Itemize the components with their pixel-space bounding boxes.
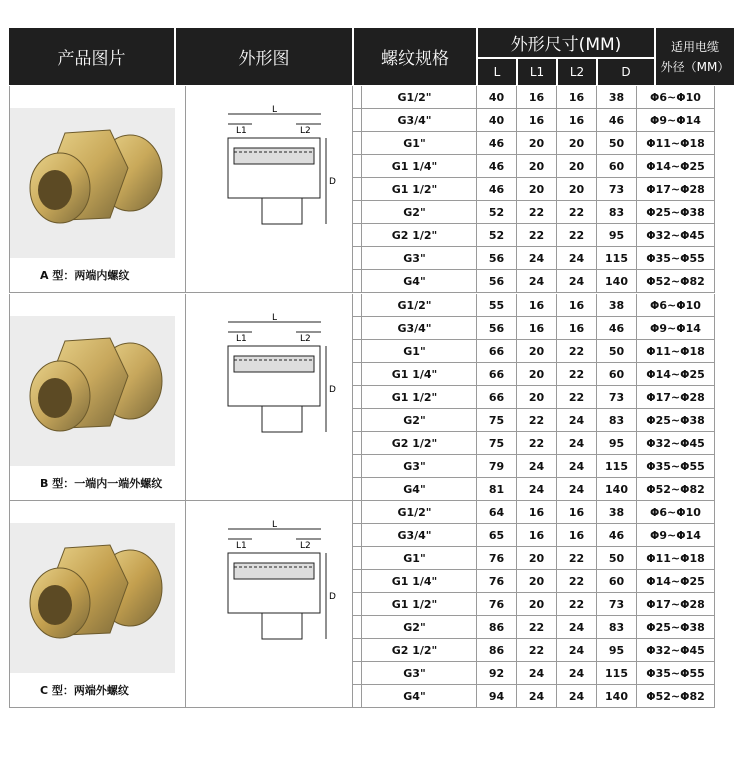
cable-od-cell: Φ52~Φ82 <box>637 270 715 293</box>
group-block-b <box>9 294 352 501</box>
cable-od-cell: Φ52~Φ82 <box>637 685 715 708</box>
dim-l-cell: 86 <box>477 616 517 639</box>
cable-od-cell: Φ32~Φ45 <box>637 432 715 455</box>
table-row <box>352 501 715 524</box>
dim-l-cell: 64 <box>477 501 517 524</box>
cable-od-cell: Φ35~Φ55 <box>637 455 715 478</box>
fitting-cross-section-icon <box>186 86 361 293</box>
dim-d-cell: 60 <box>597 363 637 386</box>
dim-l1-cell: 16 <box>517 524 557 547</box>
dim-l-cell: 66 <box>477 386 517 409</box>
dim-l2-cell: 24 <box>557 616 597 639</box>
cable-od-cell: Φ14~Φ25 <box>637 363 715 386</box>
table-row <box>352 317 715 340</box>
dim-l2-cell: 22 <box>557 201 597 224</box>
dim-l1-cell: 24 <box>517 662 557 685</box>
table-row <box>352 386 715 409</box>
table-row <box>352 109 715 132</box>
thread-spec-cell: G1/2" <box>352 501 477 524</box>
dim-l1-cell: 22 <box>517 616 557 639</box>
table-row <box>352 570 715 593</box>
dim-l2-label: L2 <box>300 126 311 136</box>
table-row <box>352 478 715 501</box>
dim-d-cell: 46 <box>597 524 637 547</box>
dim-l-cell: 46 <box>477 132 517 155</box>
table-row <box>352 685 715 708</box>
dim-d-cell: 73 <box>597 593 637 616</box>
dim-l-cell: 65 <box>477 524 517 547</box>
dim-l1-cell: 22 <box>517 201 557 224</box>
cable-od-cell: Φ52~Φ82 <box>637 478 715 501</box>
group-block-c <box>9 501 352 708</box>
thread-spec-cell: G3" <box>352 455 477 478</box>
dim-l1-cell: 16 <box>517 294 557 317</box>
dim-d-cell: 50 <box>597 547 637 570</box>
thread-spec-cell: G2 1/2" <box>352 639 477 662</box>
table-row <box>352 294 715 317</box>
dim-l1-cell: 22 <box>517 409 557 432</box>
group-block-a <box>9 86 352 293</box>
dim-l1-cell: 16 <box>517 317 557 340</box>
dim-l1-cell: 20 <box>517 340 557 363</box>
thread-spec-cell: G2 1/2" <box>352 432 477 455</box>
thread-spec-cell: G1" <box>352 547 477 570</box>
dim-l-cell: 86 <box>477 639 517 662</box>
dim-l2-cell: 24 <box>557 478 597 501</box>
dim-d-cell: 73 <box>597 386 637 409</box>
dim-l1-cell: 20 <box>517 178 557 201</box>
dim-d-cell: 46 <box>597 317 637 340</box>
dim-l2-cell: 24 <box>557 662 597 685</box>
dim-l2-cell: 24 <box>557 685 597 708</box>
dim-d-cell: 115 <box>597 247 637 270</box>
fitting-cross-section-icon <box>186 294 361 501</box>
header-product-image: 产品图片 <box>9 28 174 85</box>
dim-d-cell: 50 <box>597 340 637 363</box>
header-dim-l2: L2 <box>558 59 596 85</box>
thread-spec-cell: G1 1/2" <box>352 178 477 201</box>
dim-l2-cell: 24 <box>557 409 597 432</box>
dim-l2-cell: 16 <box>557 86 597 109</box>
dim-l2-cell: 22 <box>557 363 597 386</box>
dim-d-cell: 95 <box>597 639 637 662</box>
table-row <box>352 224 715 247</box>
table-row <box>352 201 715 224</box>
dim-l-cell: 46 <box>477 178 517 201</box>
cable-od-cell: Φ6~Φ10 <box>637 501 715 524</box>
type-label: C 型：两端外螺纹 <box>40 684 129 697</box>
dim-l1-cell: 20 <box>517 593 557 616</box>
header-thread-spec: 螺纹规格 <box>354 28 476 85</box>
brass-fitting-icon <box>10 523 175 673</box>
dim-l1-label: L1 <box>236 541 247 551</box>
dim-l2-cell: 24 <box>557 432 597 455</box>
dim-d-cell: 38 <box>597 294 637 317</box>
dim-l1-cell: 16 <box>517 109 557 132</box>
dim-d-cell: 83 <box>597 201 637 224</box>
header-dim-l1: L1 <box>518 59 556 85</box>
table-row <box>352 432 715 455</box>
dim-d-cell: 95 <box>597 432 637 455</box>
dim-l-cell: 76 <box>477 593 517 616</box>
thread-spec-cell: G1 1/2" <box>352 593 477 616</box>
cable-od-cell: Φ25~Φ38 <box>637 201 715 224</box>
dim-l1-cell: 22 <box>517 432 557 455</box>
dim-l2-label: L2 <box>300 334 311 344</box>
type-label: A 型：两端内螺纹 <box>40 269 130 282</box>
dim-l2-cell: 20 <box>557 155 597 178</box>
outline-drawing <box>185 501 362 708</box>
dim-l1-label: L1 <box>236 126 247 136</box>
thread-spec-cell: G1 1/4" <box>352 570 477 593</box>
dim-l1-cell: 24 <box>517 455 557 478</box>
dim-l-label: L <box>272 105 278 115</box>
product-photo <box>10 316 175 466</box>
cable-od-cell: Φ32~Φ45 <box>637 224 715 247</box>
thread-spec-cell: G3/4" <box>352 317 477 340</box>
cable-od-cell: Φ11~Φ18 <box>637 132 715 155</box>
thread-spec-cell: G2" <box>352 201 477 224</box>
brass-fitting-icon <box>10 316 175 466</box>
dim-l2-cell: 22 <box>557 386 597 409</box>
thread-spec-cell: G2" <box>352 409 477 432</box>
table-row <box>352 524 715 547</box>
thread-spec-cell: G3/4" <box>352 109 477 132</box>
table-row <box>352 547 715 570</box>
dim-d-cell: 46 <box>597 109 637 132</box>
fitting-cross-section-icon <box>186 501 361 708</box>
dim-d-cell: 73 <box>597 178 637 201</box>
header-dim-d: D <box>598 59 654 85</box>
cable-od-cell: Φ11~Φ18 <box>637 547 715 570</box>
dim-d-label: D <box>329 385 336 395</box>
table-row <box>352 593 715 616</box>
dim-l-cell: 76 <box>477 547 517 570</box>
table-row <box>352 662 715 685</box>
dim-l-cell: 56 <box>477 247 517 270</box>
dim-l-cell: 75 <box>477 432 517 455</box>
header-cable-od <box>656 28 734 85</box>
dim-l2-cell: 16 <box>557 109 597 132</box>
cable-od-cell: Φ9~Φ14 <box>637 317 715 340</box>
dim-d-cell: 115 <box>597 662 637 685</box>
dim-l2-cell: 20 <box>557 178 597 201</box>
thread-spec-cell: G1/2" <box>352 86 477 109</box>
dim-l2-label: L2 <box>300 541 311 551</box>
dim-l1-cell: 24 <box>517 478 557 501</box>
thread-spec-cell: G3/4" <box>352 524 477 547</box>
cable-od-cell: Φ6~Φ10 <box>637 294 715 317</box>
outline-drawing <box>185 86 362 293</box>
dim-l-label: L <box>272 313 278 323</box>
dim-l2-cell: 24 <box>557 247 597 270</box>
thread-spec-cell: G4" <box>352 478 477 501</box>
dim-l1-cell: 24 <box>517 247 557 270</box>
cable-od-cell: Φ17~Φ28 <box>637 593 715 616</box>
dim-l2-cell: 22 <box>557 224 597 247</box>
dim-l1-cell: 22 <box>517 224 557 247</box>
cable-od-cell: Φ35~Φ55 <box>637 662 715 685</box>
dim-l-cell: 55 <box>477 294 517 317</box>
cable-od-cell: Φ25~Φ38 <box>637 616 715 639</box>
dim-l1-cell: 24 <box>517 685 557 708</box>
thread-spec-cell: G1/2" <box>352 294 477 317</box>
thread-spec-cell: G3" <box>352 247 477 270</box>
dim-l2-cell: 22 <box>557 570 597 593</box>
dim-l2-cell: 24 <box>557 639 597 662</box>
dim-l-cell: 81 <box>477 478 517 501</box>
thread-spec-cell: G1" <box>352 340 477 363</box>
dim-d-cell: 140 <box>597 270 637 293</box>
dim-l-cell: 46 <box>477 155 517 178</box>
cable-od-cell: Φ17~Φ28 <box>637 178 715 201</box>
dim-l-cell: 56 <box>477 317 517 340</box>
dim-l-cell: 66 <box>477 363 517 386</box>
dim-l-label: L <box>272 520 278 530</box>
dim-l1-cell: 20 <box>517 386 557 409</box>
dim-l1-cell: 16 <box>517 86 557 109</box>
dim-l-cell: 75 <box>477 409 517 432</box>
dim-d-cell: 83 <box>597 616 637 639</box>
dim-l-cell: 52 <box>477 224 517 247</box>
dim-l1-cell: 20 <box>517 132 557 155</box>
thread-spec-cell: G1" <box>352 132 477 155</box>
thread-spec-cell: G3" <box>352 662 477 685</box>
header-cable-od-line1: 适用电缆 <box>670 39 719 54</box>
cable-od-cell: Φ6~Φ10 <box>637 86 715 109</box>
cable-od-cell: Φ11~Φ18 <box>637 340 715 363</box>
dim-l1-cell: 22 <box>517 639 557 662</box>
dim-l2-cell: 22 <box>557 547 597 570</box>
dim-d-cell: 50 <box>597 132 637 155</box>
header-cable-od-line2: 外径（MM） <box>660 59 730 74</box>
dim-l1-cell: 16 <box>517 501 557 524</box>
dim-l-cell: 79 <box>477 455 517 478</box>
brass-fitting-icon <box>10 108 175 258</box>
dim-l2-cell: 24 <box>557 455 597 478</box>
table-row <box>352 178 715 201</box>
dim-l-cell: 66 <box>477 340 517 363</box>
table-row <box>352 409 715 432</box>
dim-d-cell: 38 <box>597 501 637 524</box>
dim-l-cell: 76 <box>477 570 517 593</box>
dim-l2-cell: 16 <box>557 501 597 524</box>
dim-l1-cell: 20 <box>517 363 557 386</box>
thread-spec-cell: G1 1/4" <box>352 155 477 178</box>
dim-l-cell: 52 <box>477 201 517 224</box>
table-row <box>352 247 715 270</box>
table-row <box>352 639 715 662</box>
type-label: B 型：一端内一端外螺纹 <box>40 477 163 490</box>
table-row <box>352 340 715 363</box>
product-photo <box>10 108 175 258</box>
dim-l2-cell: 22 <box>557 340 597 363</box>
dim-l1-cell: 24 <box>517 270 557 293</box>
thread-spec-cell: G4" <box>352 685 477 708</box>
thread-spec-cell: G1 1/4" <box>352 363 477 386</box>
cable-od-cell: Φ35~Φ55 <box>637 247 715 270</box>
cable-od-cell: Φ14~Φ25 <box>637 155 715 178</box>
thread-spec-cell: G4" <box>352 270 477 293</box>
thread-spec-cell: G1 1/2" <box>352 386 477 409</box>
dim-d-cell: 38 <box>597 86 637 109</box>
table-row <box>352 86 715 109</box>
table-row <box>352 616 715 639</box>
dim-l-cell: 94 <box>477 685 517 708</box>
dim-d-label: D <box>329 592 336 602</box>
cable-od-cell: Φ14~Φ25 <box>637 570 715 593</box>
table-row <box>352 132 715 155</box>
dim-l1-label: L1 <box>236 334 247 344</box>
cable-od-cell: Φ9~Φ14 <box>637 109 715 132</box>
dim-l-cell: 92 <box>477 662 517 685</box>
table-row <box>352 363 715 386</box>
dim-l2-cell: 20 <box>557 132 597 155</box>
dim-l2-cell: 22 <box>557 593 597 616</box>
header-dim-l: L <box>478 59 516 85</box>
dim-d-cell: 60 <box>597 570 637 593</box>
thread-spec-cell: G2 1/2" <box>352 224 477 247</box>
dim-l2-cell: 16 <box>557 524 597 547</box>
dim-d-cell: 95 <box>597 224 637 247</box>
header-outline: 外形图 <box>176 28 352 85</box>
cable-od-cell: Φ9~Φ14 <box>637 524 715 547</box>
header-dimensions: 外形尺寸(MM) <box>478 28 654 57</box>
table-row <box>352 455 715 478</box>
cable-od-cell: Φ25~Φ38 <box>637 409 715 432</box>
dim-l1-cell: 20 <box>517 155 557 178</box>
dim-l1-cell: 20 <box>517 547 557 570</box>
dim-l2-cell: 16 <box>557 294 597 317</box>
dim-l-cell: 56 <box>477 270 517 293</box>
dim-l1-cell: 20 <box>517 570 557 593</box>
dim-d-cell: 83 <box>597 409 637 432</box>
dim-d-cell: 140 <box>597 685 637 708</box>
dim-d-label: D <box>329 177 336 187</box>
dim-d-cell: 115 <box>597 455 637 478</box>
cable-od-cell: Φ17~Φ28 <box>637 386 715 409</box>
thread-spec-cell: G2" <box>352 616 477 639</box>
dim-l2-cell: 16 <box>557 317 597 340</box>
cable-od-cell: Φ32~Φ45 <box>637 639 715 662</box>
table-row <box>352 155 715 178</box>
table-row <box>352 270 715 293</box>
dim-l-cell: 40 <box>477 86 517 109</box>
outline-drawing <box>185 294 362 501</box>
dim-l-cell: 40 <box>477 109 517 132</box>
dim-l2-cell: 24 <box>557 270 597 293</box>
dim-d-cell: 60 <box>597 155 637 178</box>
product-photo <box>10 523 175 673</box>
dim-d-cell: 140 <box>597 478 637 501</box>
